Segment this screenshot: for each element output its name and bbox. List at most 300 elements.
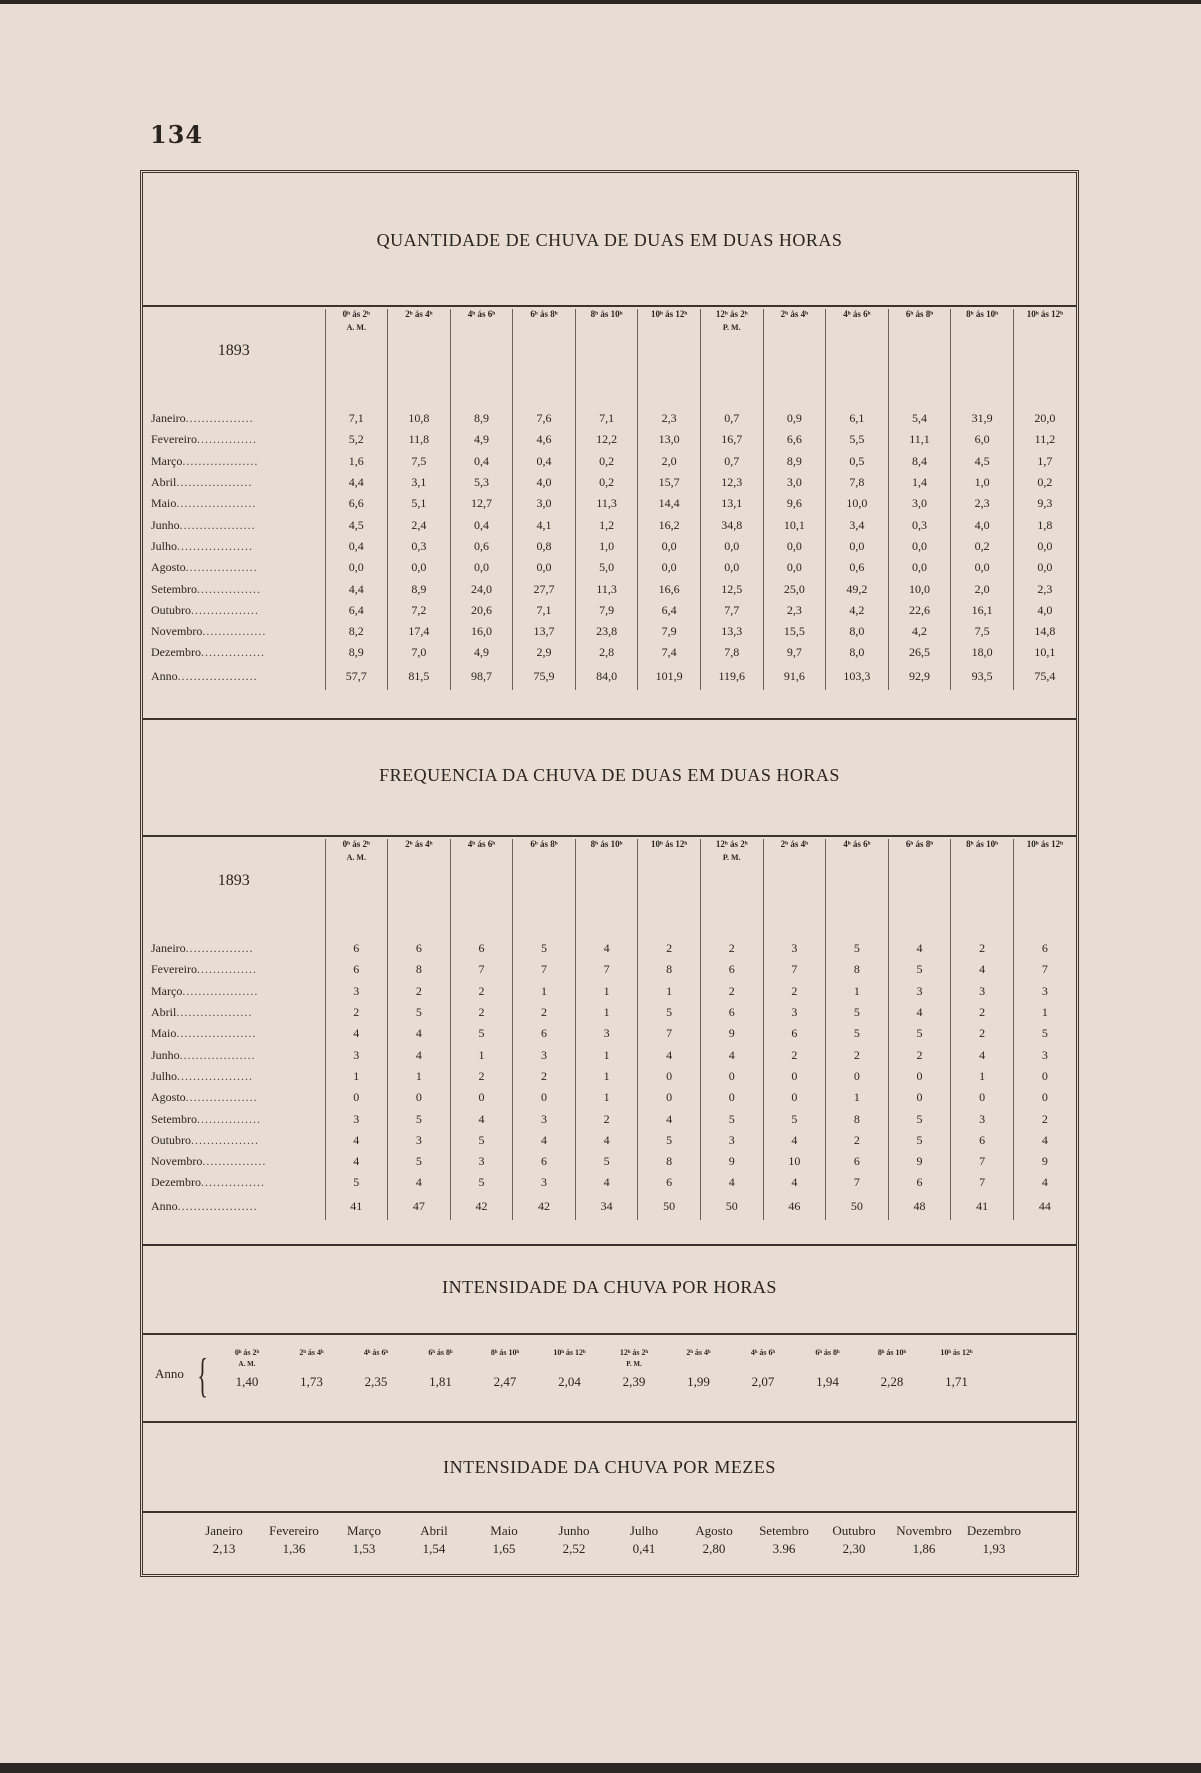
table-cell: 2 [700, 938, 763, 959]
column-header [826, 839, 889, 930]
table-cell: 6 [888, 1172, 951, 1193]
table-cell: 5 [888, 1023, 951, 1044]
table-cell: 10 [763, 1151, 826, 1172]
table-cell: 0,2 [575, 451, 638, 472]
leader-dots: ................... [177, 538, 254, 553]
table-cell: 5 [888, 1108, 951, 1129]
table-row [143, 1194, 1076, 1220]
table-cell: 3 [388, 1130, 451, 1151]
table-cell: 15,5 [763, 621, 826, 642]
leader-dots: ................ [200, 1175, 265, 1190]
table-cell: 4,2 [826, 600, 889, 621]
table-cell: 4,0 [951, 514, 1014, 535]
row-label: Junho [151, 1047, 180, 1062]
table-cell: 0,0 [763, 557, 826, 578]
hour-intensity [280, 1348, 344, 1390]
column-header-label: 10ʰ ás 12ʰ [651, 839, 688, 849]
row-label-cell [143, 621, 325, 642]
table-cell: 3 [700, 1130, 763, 1151]
table-cell: 6,1 [826, 408, 889, 429]
column-header [575, 839, 638, 930]
table-row [143, 1087, 1076, 1108]
table-cell: 1 [575, 1002, 638, 1023]
table-cell: 7 [450, 959, 513, 980]
hour-intensity [602, 1348, 666, 1390]
table-cell: 1,6 [325, 451, 388, 472]
row-label-cell [143, 493, 325, 514]
table-cell: 2,3 [951, 493, 1014, 514]
table-cell: 0 [888, 1066, 951, 1087]
column-header [700, 309, 763, 400]
table-cell: 98,7 [450, 664, 513, 690]
table-cell: 31,9 [951, 408, 1014, 429]
table-cell: 0,0 [1013, 536, 1076, 557]
table-cell: 12,3 [700, 472, 763, 493]
row-label-cell [143, 408, 325, 429]
leader-dots: .................... [177, 1199, 258, 1214]
table-cell: 10,0 [888, 578, 951, 599]
table-cell: 4 [513, 1130, 576, 1151]
table-cell: 5 [638, 1002, 701, 1023]
row-label-cell [143, 1087, 325, 1108]
row-label: Agosto [151, 1090, 186, 1105]
month-intensity [745, 1523, 823, 1557]
table-cell: 7,1 [513, 600, 576, 621]
table-cell: 1 [951, 1066, 1014, 1087]
page-number: 134 [150, 120, 204, 149]
table-cell: 2 [388, 981, 451, 1002]
table-cell: 4,5 [325, 514, 388, 535]
hour-intensity [796, 1348, 860, 1390]
table-cell: 2 [888, 1044, 951, 1065]
spacer [473, 1360, 537, 1372]
leader-dots: .................... [176, 496, 257, 511]
table-cell: 3,0 [763, 472, 826, 493]
table-cell: 4,6 [513, 429, 576, 450]
month-value: 1,54 [422, 1541, 446, 1556]
table-cell: 3 [951, 1108, 1014, 1129]
column-header-label: 8ʰ ás 10ʰ [966, 309, 998, 319]
table-row [143, 493, 1076, 514]
table-cell: 0,0 [325, 557, 388, 578]
hour-range: 2ʰ ás 4ʰ [299, 1348, 324, 1357]
intensity-value: 2,35 [364, 1374, 388, 1389]
table-cell: 7 [763, 959, 826, 980]
table-cell: 0,6 [450, 536, 513, 557]
table-cell: 6,6 [763, 429, 826, 450]
month-name: Janeiro [205, 1523, 243, 1538]
table-cell: 26,5 [888, 642, 951, 663]
table-cell: 5,1 [388, 493, 451, 514]
month-intensity [885, 1523, 963, 1557]
table-cell: 0,0 [763, 536, 826, 557]
table-cell: 9,7 [763, 642, 826, 663]
row-label: Abril [151, 475, 177, 490]
table-cell: 7,4 [638, 642, 701, 663]
table-cell: 4 [388, 1023, 451, 1044]
table-cell: 5 [450, 1023, 513, 1044]
divider [143, 1244, 1076, 1246]
spacer [667, 1360, 731, 1372]
table-cell: 6 [513, 1023, 576, 1044]
table-cell: 6,6 [325, 493, 388, 514]
spacer [731, 1360, 795, 1372]
table-cell: 42 [450, 1194, 513, 1220]
table-cell: 101,9 [638, 664, 701, 690]
table-cell: 0,7 [700, 408, 763, 429]
table-cell: 49,2 [826, 578, 889, 599]
column-header-label: 2ʰ ás 4ʰ [405, 309, 433, 319]
table-cell: 1 [513, 981, 576, 1002]
table-cell: 24,0 [450, 578, 513, 599]
column-header [388, 839, 451, 930]
table-cell: 6 [763, 1023, 826, 1044]
table-cell: 25,0 [763, 578, 826, 599]
table-cell: 0 [763, 1087, 826, 1108]
table-cell: 2,0 [951, 578, 1014, 599]
table-cell: 4,0 [1013, 600, 1076, 621]
table-cell: 0,7 [700, 451, 763, 472]
month-intensity [675, 1523, 753, 1557]
divider [143, 305, 1076, 307]
leader-dots: .................. [185, 1090, 258, 1105]
row-label: Março [151, 983, 183, 998]
table-cell: 4 [325, 1151, 388, 1172]
table-cell: 2 [763, 1044, 826, 1065]
row-label-cell [143, 1130, 325, 1151]
table-cell: 84,0 [575, 664, 638, 690]
hour-range: 8ʰ ás 10ʰ [877, 1348, 907, 1357]
table-cell: 3 [513, 1172, 576, 1193]
table-cell: 9 [1013, 1151, 1076, 1172]
intensity-value: 1,81 [429, 1374, 452, 1389]
row-label: Setembro [151, 581, 197, 596]
month-intensity [955, 1523, 1033, 1557]
hour-intensity [925, 1348, 989, 1390]
table-cell: 5 [700, 1108, 763, 1129]
table-cell: 0,0 [1013, 557, 1076, 578]
table-cell: 16,1 [951, 600, 1014, 621]
table-cell: 0,2 [951, 536, 1014, 557]
table-cell: 2,3 [1013, 578, 1076, 599]
table-cell: 42 [513, 1194, 576, 1220]
row-label: Março [151, 453, 183, 468]
column-header-label: 4ʰ ás 6ʰ [467, 839, 496, 849]
divider [143, 1333, 1076, 1335]
table-cell: 7,5 [388, 451, 451, 472]
table-cell: 5 [826, 938, 889, 959]
table-cell: 3 [951, 981, 1014, 1002]
table-cell: 1 [575, 1087, 638, 1108]
table-cell: 7 [951, 1151, 1014, 1172]
column-header-label: 6ʰ ás 8ʰ [905, 309, 934, 319]
table-cell: 0,4 [325, 536, 388, 557]
leader-dots: ................... [177, 1068, 254, 1083]
month-value: 0,41 [632, 1541, 656, 1556]
table-cell: 23,8 [575, 621, 638, 642]
month-name: Agosto [695, 1523, 733, 1538]
row-label: Novembro [151, 624, 203, 639]
row-label: Maio [151, 496, 177, 511]
table-cell: 2 [1013, 1108, 1076, 1129]
table-cell: 16,6 [638, 578, 701, 599]
table-cell: 3,1 [388, 472, 451, 493]
table-cell: 7,6 [513, 408, 576, 429]
period-label: A. M. [346, 323, 366, 332]
column-header-label: 0ʰ ás 2ʰ [342, 309, 370, 319]
table-cell: 4 [325, 1130, 388, 1151]
month-name: Julho [629, 1523, 659, 1538]
table-cell: 0,4 [513, 451, 576, 472]
table-cell: 3,4 [826, 514, 889, 535]
table-cell: 0,2 [1013, 472, 1076, 493]
column-header [575, 309, 638, 400]
leader-dots: ................... [176, 1005, 253, 1020]
table-cell: 2,4 [388, 514, 451, 535]
table-row [143, 600, 1076, 621]
table-cell: 13,0 [638, 429, 701, 450]
table-cell: 7 [513, 959, 576, 980]
table-cell: 0 [700, 1066, 763, 1087]
table-cell: 1,2 [575, 514, 638, 535]
table-cell: 75,4 [1013, 664, 1076, 690]
page-edge-top [0, 0, 1201, 4]
table-cell: 0,0 [888, 536, 951, 557]
table-cell: 0 [638, 1066, 701, 1087]
table-cell: 1 [325, 1066, 388, 1087]
table-cell: 16,0 [450, 621, 513, 642]
month-intensity [465, 1523, 543, 1557]
row-label-cell [143, 959, 325, 980]
period-label: A. M. [346, 853, 366, 862]
row-label: Fevereiro [151, 432, 197, 447]
table-cell: 4 [638, 1044, 701, 1065]
table-cell: 0 [826, 1066, 889, 1087]
table-cell: 92,9 [888, 664, 951, 690]
row-label: Fevereiro [151, 962, 197, 977]
table-cell: 13,1 [700, 493, 763, 514]
table-cell: 8 [388, 959, 451, 980]
table-cell: 6 [826, 1151, 889, 1172]
table-cell: 5 [1013, 1023, 1076, 1044]
table-cell: 7,7 [700, 600, 763, 621]
column-header-label: 2ʰ ás 4ʰ [405, 839, 433, 849]
hour-range: 4ʰ ás 6ʰ [750, 1348, 776, 1357]
table-cell: 4 [763, 1172, 826, 1193]
column-header [1013, 839, 1076, 930]
table-cell: 1 [575, 1044, 638, 1065]
table-cell: 4 [700, 1172, 763, 1193]
table-cell: 9 [700, 1023, 763, 1044]
table-cell: 14,8 [1013, 621, 1076, 642]
table-cell: 3 [450, 1151, 513, 1172]
table-cell: 6 [700, 959, 763, 980]
period-label: P. M. [722, 323, 741, 332]
table-cell: 16,7 [700, 429, 763, 450]
table-cell: 2,8 [575, 642, 638, 663]
table-row [143, 408, 1076, 429]
table-cell: 7 [1013, 959, 1076, 980]
table-cell: 3 [575, 1023, 638, 1044]
table-cell: 8 [638, 1151, 701, 1172]
table-cell: 93,5 [951, 664, 1014, 690]
spacer-row [143, 400, 1076, 408]
table-cell: 0,0 [638, 557, 701, 578]
table-cell: 0,0 [826, 536, 889, 557]
row-label-cell [143, 938, 325, 959]
table-row [143, 959, 1076, 980]
column-header [763, 839, 826, 930]
table-cell: 7,0 [388, 642, 451, 663]
table-cell: 4 [888, 938, 951, 959]
month-name: Abril [420, 1523, 448, 1538]
intensity-value: 2,07 [751, 1374, 775, 1389]
intensity-value: 2,47 [493, 1374, 517, 1389]
column-header-label: 4ʰ ás 6ʰ [467, 309, 496, 319]
table-cell: 91,6 [763, 664, 826, 690]
row-label-cell [143, 451, 325, 472]
table-cell: 1,4 [888, 472, 951, 493]
hour-intensity [473, 1348, 537, 1390]
month-value: 2,80 [702, 1541, 726, 1556]
table-cell: 5 [888, 959, 951, 980]
table-cell: 13,3 [700, 621, 763, 642]
table-cell: 3,0 [888, 493, 951, 514]
table-cell: 2 [575, 1108, 638, 1129]
table-cell: 4 [951, 1044, 1014, 1065]
leader-dots: ................. [191, 1132, 259, 1147]
table-cell: 0,0 [888, 557, 951, 578]
column-header-label: 2ʰ ás 4ʰ [780, 309, 809, 319]
table-cell: 41 [325, 1194, 388, 1220]
row-label-cell [143, 1066, 325, 1087]
table-cell: 0,0 [700, 557, 763, 578]
table-cell: 5 [763, 1108, 826, 1129]
table-cell: 2 [951, 938, 1014, 959]
table-cell: 50 [826, 1194, 889, 1220]
table-cell: 6 [1013, 938, 1076, 959]
hour-intensity [731, 1348, 795, 1390]
table-cell: 5 [450, 1172, 513, 1193]
row-label-cell [143, 1044, 325, 1065]
column-header-label: 12ʰ ás 2ʰ [715, 309, 748, 319]
hour-range: 10ʰ ás 12ʰ [553, 1348, 586, 1357]
table-cell: 4,5 [951, 451, 1014, 472]
row-label: Maio [151, 1026, 177, 1041]
table-cell: 14,4 [638, 493, 701, 514]
table-cell: 0 [888, 1087, 951, 1108]
year-header: 1893 [217, 342, 250, 359]
table-cell: 5 [450, 1130, 513, 1151]
table-cell: 7 [826, 1172, 889, 1193]
table-cell: 3 [325, 1044, 388, 1065]
month-name: Fevereiro [269, 1523, 319, 1538]
table-cell: 0 [700, 1087, 763, 1108]
table-cell: 0,4 [450, 514, 513, 535]
period-label: A. M. [238, 1360, 256, 1368]
period-label: P. M. [722, 853, 741, 862]
table-cell: 7 [575, 959, 638, 980]
table-cell: 2 [325, 1002, 388, 1023]
table-cell: 4 [325, 1023, 388, 1044]
column-header [700, 839, 763, 930]
table-cell: 12,7 [450, 493, 513, 514]
spacer [796, 1360, 860, 1372]
table-row [143, 1002, 1076, 1023]
table-cell: 1 [826, 1087, 889, 1108]
table-cell: 2 [826, 1130, 889, 1151]
month-intensity [325, 1523, 403, 1557]
brace-glyph: { [197, 1349, 208, 1402]
table-cell: 3,0 [513, 493, 576, 514]
quantidade-table [143, 309, 1076, 690]
column-header-label: 0ʰ ás 2ʰ [342, 839, 370, 849]
table-cell: 9 [888, 1151, 951, 1172]
table-cell: 4 [575, 1172, 638, 1193]
month-name: Março [347, 1523, 381, 1538]
table-cell: 8,4 [888, 451, 951, 472]
table-row [143, 1151, 1076, 1172]
table-cell: 4,4 [325, 578, 388, 599]
table-row [143, 1023, 1076, 1044]
table-row [143, 451, 1076, 472]
period-label: P. M. [626, 1360, 642, 1368]
hour-range: 4ʰ ás 6ʰ [363, 1348, 389, 1357]
row-label-cell [143, 664, 325, 690]
intensity-value: 1,71 [945, 1374, 968, 1389]
table-cell: 8,9 [450, 408, 513, 429]
row-label: Novembro [151, 1154, 203, 1169]
table-row [143, 1066, 1076, 1087]
hour-range: 12ʰ ás 2ʰ [619, 1348, 649, 1357]
month-value: 1,36 [282, 1541, 306, 1556]
table-cell: 6 [951, 1130, 1014, 1151]
table-row [143, 1130, 1076, 1151]
row-label: Junho [151, 517, 180, 532]
table-cell: 10,1 [1013, 642, 1076, 663]
table-cell: 1 [638, 981, 701, 1002]
table-cell: 5 [325, 1172, 388, 1193]
hour-range: 8ʰ ás 10ʰ [490, 1348, 520, 1357]
table-cell: 1 [575, 1066, 638, 1087]
row-label-cell [143, 578, 325, 599]
table-cell: 2,3 [763, 600, 826, 621]
leader-dots: ................. [191, 602, 259, 617]
table-cell: 2 [450, 1066, 513, 1087]
month-name: Outubro [832, 1523, 876, 1538]
row-label-cell [143, 642, 325, 663]
month-intensity [815, 1523, 893, 1557]
table-cell: 2 [763, 981, 826, 1002]
row-label-cell [143, 514, 325, 535]
table-cell: 11,8 [388, 429, 451, 450]
leader-dots: ............... [196, 962, 257, 977]
table-row [143, 642, 1076, 663]
column-header [513, 309, 576, 400]
table-cell: 5 [826, 1002, 889, 1023]
table-row [143, 1108, 1076, 1129]
column-header-label: 8ʰ ás 10ʰ [590, 839, 623, 849]
table-cell: 8,9 [325, 642, 388, 663]
table-cell: 2 [951, 1002, 1014, 1023]
table-cell: 0,0 [700, 536, 763, 557]
divider [143, 718, 1076, 720]
table-cell: 47 [388, 1194, 451, 1220]
table-cell: 0 [450, 1087, 513, 1108]
table-cell: 0 [388, 1087, 451, 1108]
table-row [143, 536, 1076, 557]
table-cell: 5,3 [450, 472, 513, 493]
